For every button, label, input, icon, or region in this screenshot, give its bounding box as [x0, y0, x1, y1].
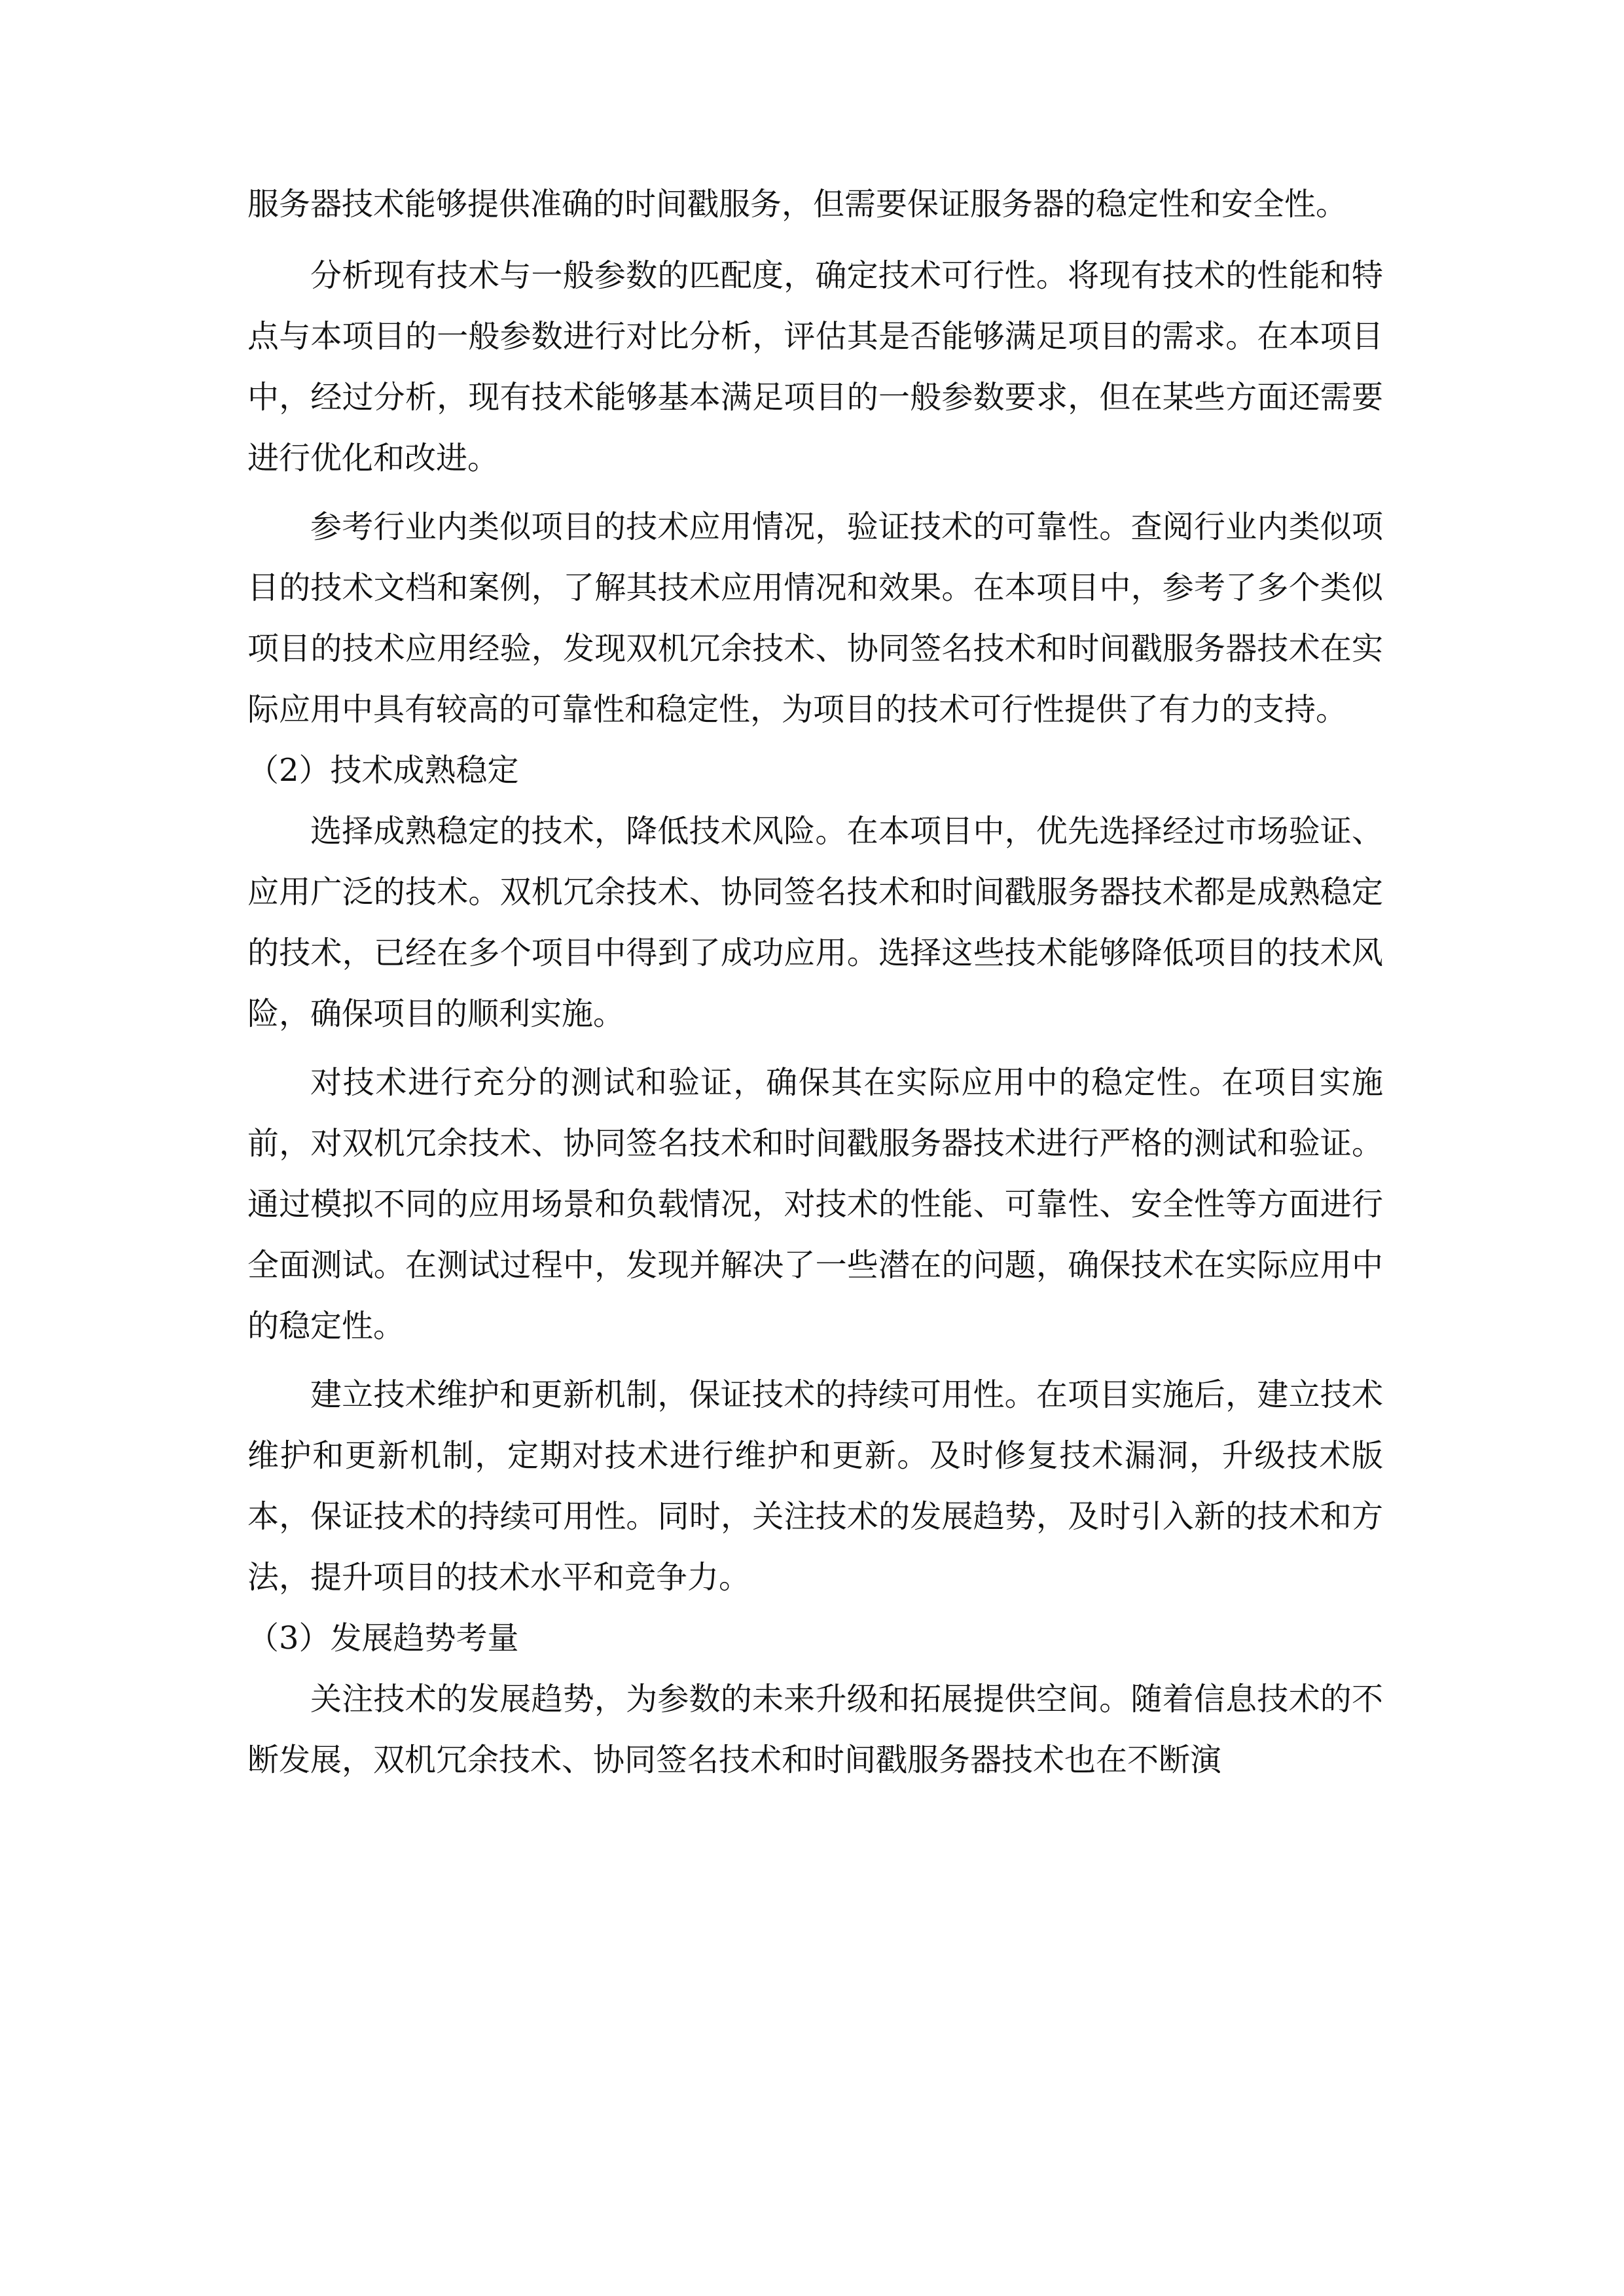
section-heading-development-trend: （3）发展趋势考量 [247, 1620, 519, 1657]
section-heading-mature-stable: （2）技术成熟稳定 [247, 752, 519, 789]
paragraph-choose-mature-tech: 选择成熟稳定的技术，降低技术风险。在本项目中，优先选择经过市场验证、应用广泛的技术。双机冗余技术、协同签名技术和时间戳服务器技术都是成熟稳定的技术，已经在多个项目中得到了成功应用。选择这些技术能够降低项目的技术风险，确保项目的顺利实施。 [247, 813, 1383, 1032]
paragraph-continuation: 服务器技术能够提供准确的时间戳服务，但需要保证服务器的稳定性和安全性。 [247, 186, 1348, 223]
paragraph-trend-focus: 关注技术的发展趋势，为参数的未来升级和拓展提供空间。随着信息技术的不断发展，双机冗余技术、协同签名技术和时间戳服务器技术也在不断演 [247, 1681, 1383, 1778]
paragraph-testing-validation: 对技术进行充分的测试和验证，确保其在实际应用中的稳定性。在项目实施前，对双机冗余技术、协同签名技术和时间戳服务器技术进行严格的测试和验证。通过模拟不同的应用场景和负载情况，对技术的性能、可靠性、安全性等方面进行全面测试。在测试过程中，发现并解决了一些潜在的问题，确保技术在实际应用中的稳定性。 [247, 1064, 1383, 1344]
document-body [247, 174, 1383, 1791]
paragraph-industry-reference: 参考行业内类似项目的技术应用情况，验证技术的可靠性。查阅行业内类似项目的技术文档和案例，了解其技术应用情况和效果。在本项目中，参考了多个类似项目的技术应用经验，发现双机冗余技术、协同签名技术和时间戳服务器技术在实际应用中具有较高的可靠性和稳定性，为项目的技术可行性提供了有力的支持。 [247, 509, 1383, 728]
paragraph-maintenance-mechanism: 建立技术维护和更新机制，保证技术的持续可用性。在项目实施后，建立技术维护和更新机制，定期对技术进行维护和更新。及时修复技术漏洞，升级技术版本，保证技术的持续可用性。同时，关注技术的发展趋势，及时引入新的技术和方法，提升项目的技术水平和竞争力。 [247, 1376, 1383, 1596]
paragraph-technology-match: 分析现有技术与一般参数的匹配度，确定技术可行性。将现有技术的性能和特点与本项目的一般参数进行对比分析，评估其是否能够满足项目的需求。在本项目中，经过分析，现有技术能够基本满足项目的一般参数要求，但在某些方面还需要进行优化和改进。 [247, 257, 1383, 476]
